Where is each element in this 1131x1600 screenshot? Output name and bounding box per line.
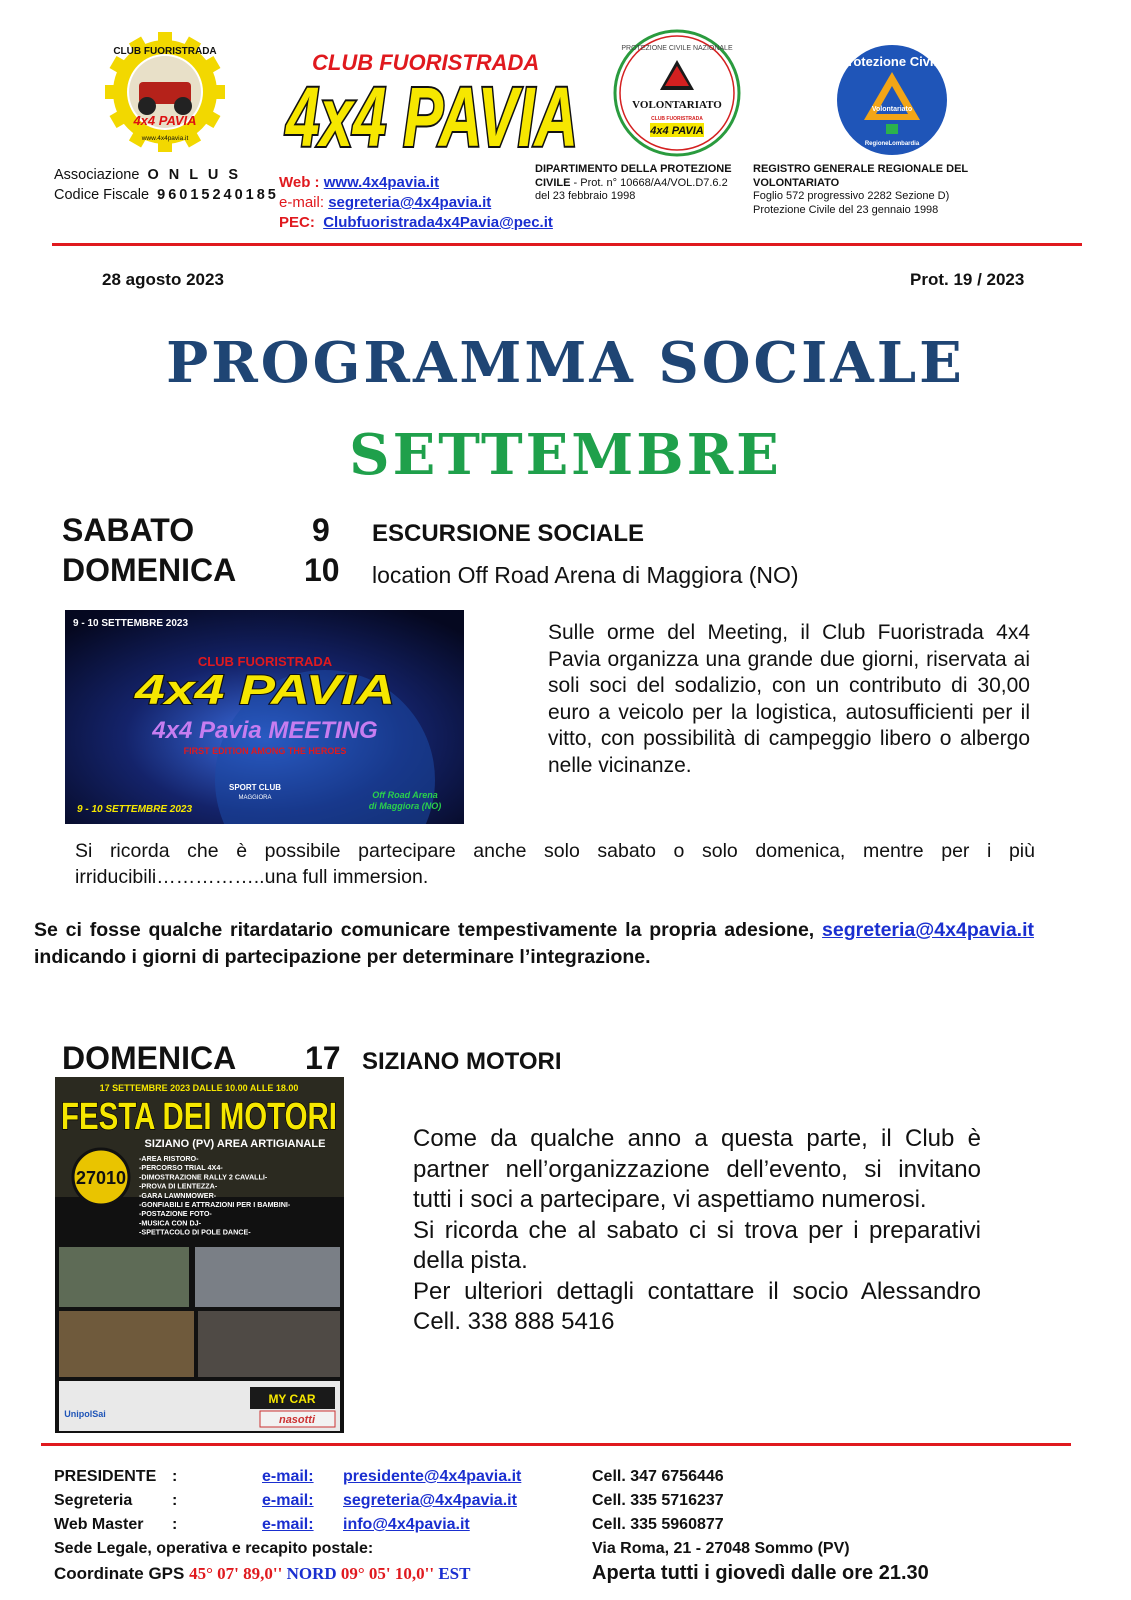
gps-lon: 09° 05' 10,0'' [340,1564,435,1583]
event1-location: location Off Road Arena di Maggiora (NO) [372,562,799,588]
reg-bold: REGISTRO GENERALE REGIONALE DEL VOLONTARIATO [753,163,968,189]
poster2-activity-item: -PROVA DI LENTEZZA- [139,1181,218,1191]
registro-info [753,163,1003,217]
late-email-link[interactable]: segreteria@4x4pavia.it [822,919,1035,941]
footer-email-segreteria[interactable]: segreteria@4x4pavia.it [343,1492,517,1509]
poster1-brand: 4x4 PAVIA [133,666,395,713]
footer-colon: : [172,1468,178,1485]
poster1-arena2: di Maggiora (NO) [368,801,442,811]
brand-big-text: 4x4 PAVIA [284,72,578,158]
page-subtitle: SETTEMBRE [349,422,782,488]
poster2-sponsor-1: UnipolSai [64,1409,106,1419]
footer-email-label[interactable]: e-mail: [262,1516,314,1533]
late-intro: Se ci fosse qualche ritardatario comunicare tempestivamente la propria adesione, [34,919,815,941]
association-info [54,165,279,205]
poster2-activity-item: -PERCORSO TRIAL 4X4- [139,1163,223,1173]
gps-lon-dir: EST [438,1564,471,1583]
event1-num2: 10 [304,552,340,588]
footer-email-webmaster[interactable]: info@4x4pavia.it [343,1516,470,1533]
event1-description: Sulle orme del Meeting, il Club Fuoristrada 4x4 Pavia organizza una grande due giorni, riservata ai soli soci del sodalizio, con un contributo di 30,00 euro a veicolo per la logistica, autosufficienti per il vitto, con possibilità di campeggio libero o albergo nelle vicinanze. [548,621,1030,777]
event2-description [413,1124,981,1338]
web-link[interactable]: www.4x4pavia.it [323,174,440,191]
event1-day1: SABATO [62,512,195,548]
footer-gps [54,1564,470,1584]
web-label: Web : [279,174,320,191]
header-contacts [279,173,553,233]
poster1-club: CLUB FUORISTRADA [197,654,333,669]
logo1-text: 4x4 PAVIA [133,113,197,128]
event1-num1: 9 [312,512,330,548]
protezione-civile-lombardia-logo [830,44,955,157]
page-title: PROGRAMMA SOCIALE [166,330,965,396]
brand-4x4-pavia-logo [282,72,582,158]
event2-num: 17 [305,1040,341,1076]
poster2-place: SIZIANO (PV) AREA ARTIGIANALE [144,1138,326,1150]
header-divider [52,243,1082,246]
brand-club-label: CLUB FUORISTRADA [312,50,540,75]
footer-role-segreteria: Segreteria [54,1492,133,1509]
poster2-activity-item: -SPETTACOLO DI POLE DANCE- [139,1227,251,1237]
poster1-meeting: 4x4 Pavia MEETING [152,717,378,744]
logo3-text: VOLONTARIATO [632,99,722,111]
dept-bold: DIPARTIMENTO DELLA PROTEZIONE CIVILE [535,163,732,189]
footer-role-webmaster: Web Master [54,1516,144,1533]
dipartimento-info [535,163,745,204]
email-link[interactable]: segreteria@4x4pavia.it [328,194,492,211]
protezione-civile-nazionale-logo [610,28,745,158]
pec-label: PEC: [279,214,315,231]
pec-link[interactable]: Clubfuoristrada4x4Pavia@pec.it [323,214,553,231]
event2-day: DOMENICA [62,1040,237,1076]
footer-sede-label: Sede Legale, operativa e recapito postale: [54,1540,374,1557]
festa-motori-poster-image [55,1077,344,1433]
poster2-activity-item: -GARA LAWNMOWER- [139,1190,217,1200]
poster2-activity-item: -DIMOSTRAZIONE RALLY 2 CAVALLI- [139,1172,268,1182]
dept-text: - Prot. n° 10668/A4/VOL.D7.6.2 del 23 febbraio 1998 [535,176,728,202]
logo1-ring-text: CLUB FUORISTRADA [113,46,217,57]
protocol-number: Prot. 19 / 2023 [910,270,1025,289]
poster2-activity-item: -AREA RISTORO- [139,1154,199,1163]
poster2-sponsor-3: nasotti [278,1414,316,1426]
footer-email-label[interactable]: e-mail: [262,1468,314,1485]
poster2-sponsor-2: MY CAR [268,1392,316,1406]
logo1-url: www.4x4pavia.it [141,135,189,142]
cf-label: Codice Fiscale [54,187,150,203]
gps-lat: 45° 07' 89,0'' [189,1564,283,1583]
email-label: e-mail: [279,194,325,211]
poster1-edition: FIRST EDITION AMONG THE HEROES [183,746,347,756]
footer-role-presidente: PRESIDENTE [54,1468,157,1485]
poster1-sport1: SPORT CLUB [229,783,281,792]
footer-email-presidente[interactable]: presidente@4x4pavia.it [343,1468,522,1485]
assoc-label: Associazione [54,167,140,183]
assoc-value: O N L U S [147,167,242,183]
cf-value: 96015240185 [157,187,279,203]
footer-cell-presidente: Cell. 347 6756446 [592,1468,724,1485]
logo3-ring-text: PROTEZIONE CIVILE NAZIONALE [621,45,733,52]
document-date: 28 agosto 2023 [102,270,224,289]
footer-cell-segreteria: Cell. 335 5716237 [592,1492,724,1509]
late-outro: indicando i giorni di partecipazione per determinare l’integrazione. [34,946,651,968]
reg-text: Foglio 572 progressivo 2282 Sezione D) Protezione Civile del 23 gennaio 1998 [753,190,950,216]
gps-label: Coordinate GPS [54,1564,185,1583]
footer-divider [41,1443,1071,1446]
poster1-date-top: 9 - 10 SETTEMBRE 2023 [73,618,189,629]
footer-email-label[interactable]: e-mail: [262,1492,314,1509]
meeting-poster-image [65,610,464,824]
gps-lat-dir: NORD [286,1564,337,1583]
poster2-badge: 27010 [75,1168,127,1188]
poster1-sport2: MAGGIORA [238,795,272,801]
event2-line-1: Come da qualche anno a questa parte, il Club è partner nell’organizzazione dell’evento, si invitano tutti i soci a partecipare, vi aspettiamo numerosi. [413,1125,981,1213]
event2-line-3: Per ulteriori dettagli contattare il socio Alessandro Cell. 338 888 5416 [413,1277,981,1335]
poster2-date: 17 SETTEMBRE 2023 DALLE 10.00 ALLE 18.00 [99,1083,299,1093]
poster1-date-bottom: 9 - 10 SETTEMBRE 2023 [77,804,193,815]
event2-line-2: Si ricorda che al sabato ci si trova per i preparativi della pista. [413,1216,981,1274]
event1-day2: DOMENICA [62,552,237,588]
event1-note: Si ricorda che è possibile partecipare anche solo sabato o solo domenica, mentre per i più irriducibili……………..una full immersion. [75,840,1035,888]
club-gear-logo [93,32,238,152]
poster2-activity-item: -MUSICA CON DJ- [139,1218,202,1228]
poster2-activity-item: -GONFIABILI E ATTRAZIONI PER I BAMBINI- [139,1200,291,1209]
footer-sede-address: Via Roma, 21 - 27048 Sommo (PV) [592,1540,850,1557]
late-registration-note [34,917,1034,971]
footer-cell-webmaster: Cell. 335 5960877 [592,1516,724,1533]
footer-colon: : [172,1492,178,1509]
logo4-ring: Protezione Civile [839,54,945,69]
logo3-small-top: CLUB FUORISTRADA [651,116,703,122]
event1-title: ESCURSIONE SOCIALE [372,520,645,547]
event2-title: SIZIANO MOTORI [362,1048,562,1075]
logo4-inner: Volontariato [871,106,913,113]
poster1-arena1: Off Road Arena [372,790,438,800]
footer-colon: : [172,1516,178,1533]
poster2-title: FESTA DEI MOTORI [61,1096,337,1138]
footer-opening-hours: Aperta tutti i giovedì dalle ore 21.30 [592,1562,929,1584]
poster2-activity-item: -POSTAZIONE FOTO- [139,1209,212,1219]
logo3-small: 4x4 PAVIA [650,125,704,137]
logo4-bottom: RegioneLombardia [864,141,920,147]
